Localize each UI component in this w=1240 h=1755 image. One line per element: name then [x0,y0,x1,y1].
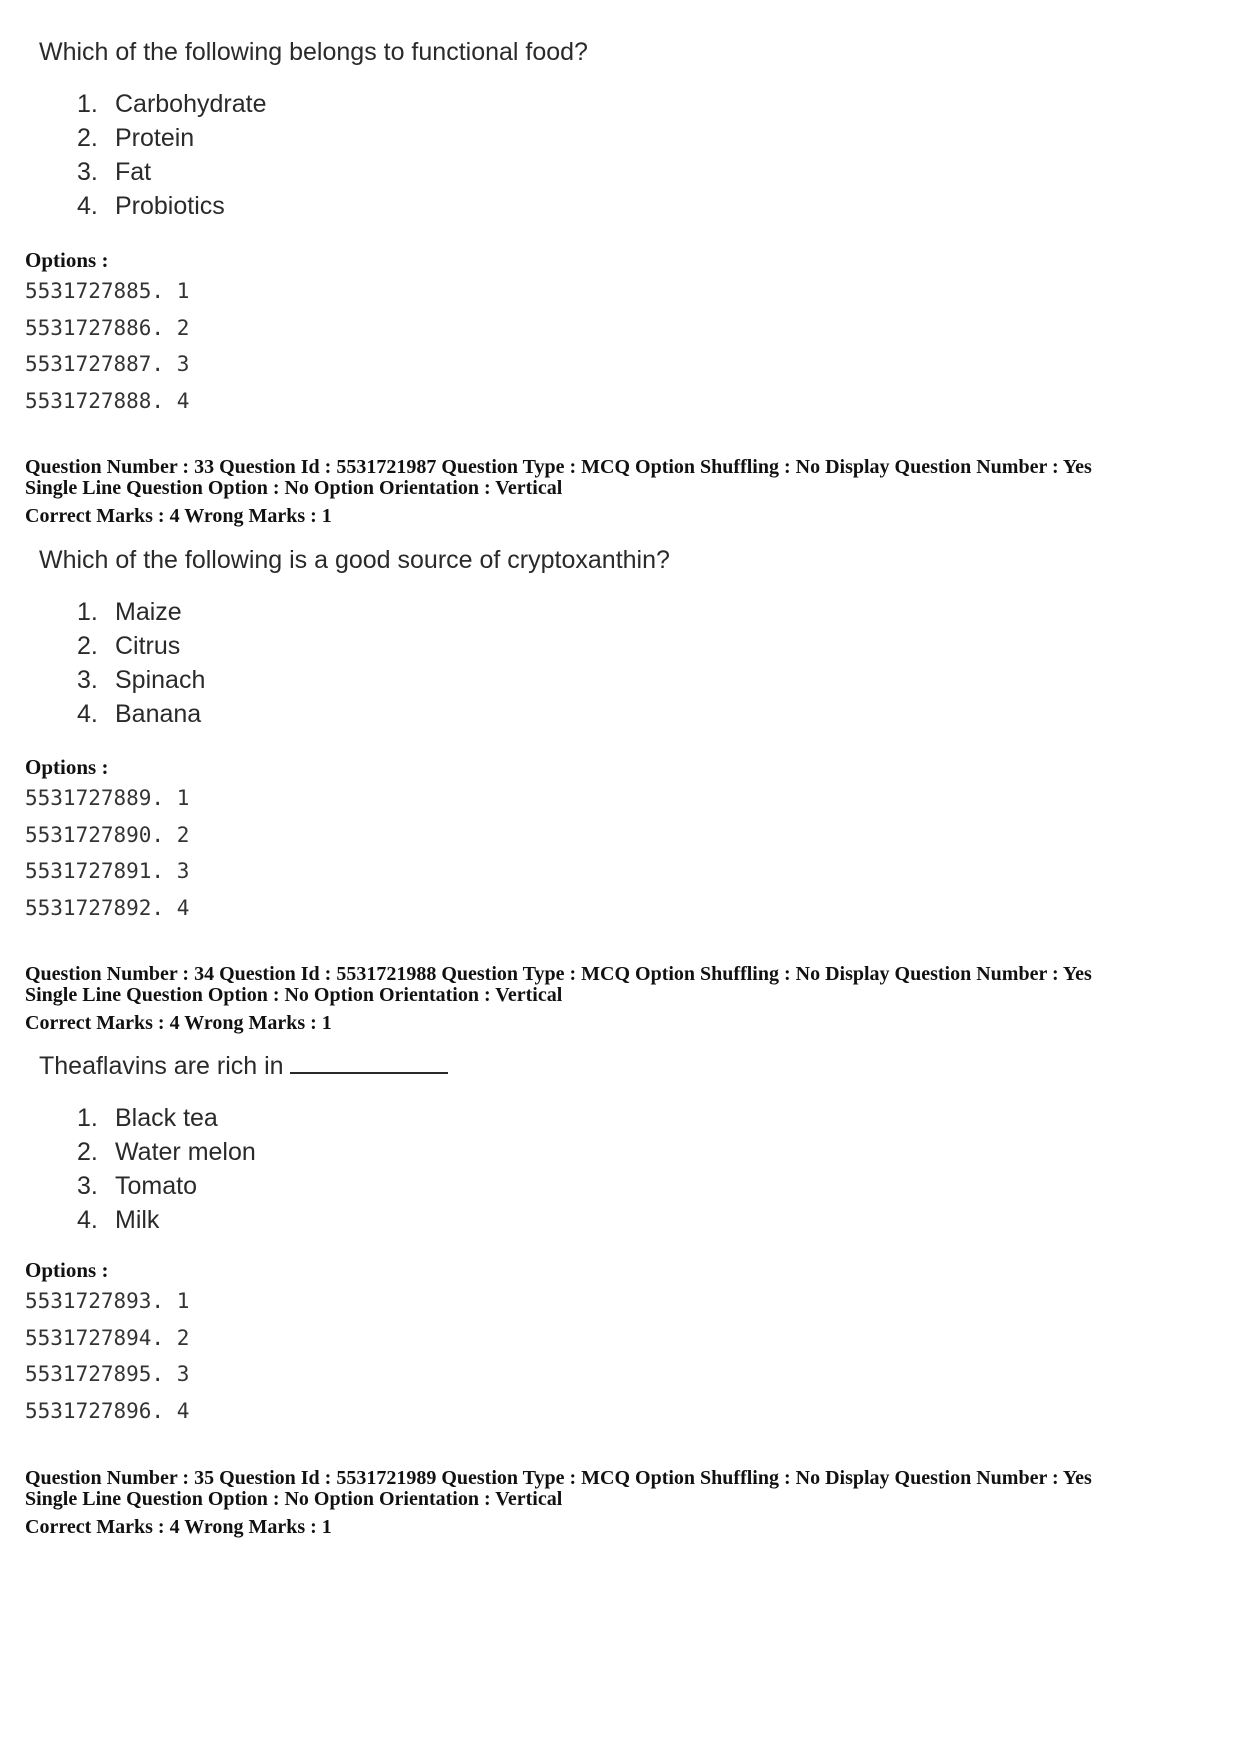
choice-item [77,697,745,731]
choice-text: Water melon [115,1138,256,1166]
marks-line: Correct Marks : 4 Wrong Marks : 1 [25,1012,332,1034]
question-image [25,545,745,731]
choice-item [77,1101,745,1135]
option-row: 5531727890. 2 [25,822,190,847]
choice-number: 3. [77,1172,98,1200]
question-text: Which of the following is a good source of cryptoxanthin? [39,546,670,574]
choice-list [77,1101,745,1237]
option-row: 5531727889. 1 [25,786,190,810]
question-meta [25,1468,1092,1538]
choice-text: Spinach [115,666,206,694]
choice-number: 3. [77,666,98,694]
choice-item [77,663,745,697]
options-label: Options : [25,1258,109,1282]
choice-number: 2. [77,632,98,660]
question-meta-line: Question Number : 33 Question Id : 5531721987 Question Type : MCQ Option Shuffling : No Display Question Number : Yes [25,456,1092,478]
question-text: Theaflavins are rich in [39,1052,284,1080]
choice-item [77,155,745,189]
question-meta [25,457,1092,527]
option-row: 5531727887. 3 [25,352,190,376]
choice-item [77,595,745,629]
choice-item [77,87,745,121]
choice-number: 1. [77,1104,98,1132]
choice-text: Probiotics [115,192,225,220]
question-text-wrapper [39,1050,745,1081]
choice-item [77,1135,745,1169]
choice-number: 1. [77,598,98,626]
choice-text: Black tea [115,1104,218,1132]
options-block [25,247,189,419]
option-row: 5531727896. 4 [25,1398,190,1423]
choice-text: Carbohydrate [115,90,267,118]
choice-list [77,595,745,731]
choice-text: Banana [115,700,202,728]
fill-in-blank-line [290,1050,448,1074]
choice-item [77,121,745,155]
choice-number: 2. [77,1138,98,1166]
option-row: 5531727888. 4 [25,388,190,413]
choice-number: 1. [77,90,98,118]
question-meta-line: Single Line Question Option : No Option Orientation : Vertical [25,984,563,1006]
options-block [25,1257,189,1429]
marks-line: Correct Marks : 4 Wrong Marks : 1 [25,505,332,527]
options-label: Options : [25,248,109,272]
choice-number: 2. [77,124,98,152]
question-meta [25,964,1092,1034]
question-meta-line: Single Line Question Option : No Option Orientation : Vertical [25,1488,563,1510]
choice-number: 4. [77,700,98,728]
marks-line: Correct Marks : 4 Wrong Marks : 1 [25,1516,332,1538]
options-label: Options : [25,755,109,779]
choice-text: Maize [115,598,182,626]
option-row: 5531727893. 1 [25,1289,190,1313]
question-text: Which of the following belongs to functional food? [39,38,588,66]
option-row: 5531727894. 2 [25,1325,190,1350]
choice-text: Tomato [115,1172,197,1200]
question-image [25,1050,745,1237]
choice-item [77,1169,745,1203]
choice-number: 4. [77,1206,98,1234]
option-row: 5531727892. 4 [25,895,190,920]
option-row: 5531727895. 3 [25,1362,190,1386]
option-row: 5531727886. 2 [25,315,190,340]
question-meta-line: Question Number : 35 Question Id : 5531721989 Question Type : MCQ Option Shuffling : No Display Question Number : Yes [25,1467,1092,1489]
choice-text: Protein [115,124,195,152]
choice-number: 4. [77,192,98,220]
choice-number: 3. [77,158,98,186]
choice-text: Fat [115,158,152,186]
question-image [25,37,745,223]
question-meta-line: Single Line Question Option : No Option Orientation : Vertical [25,477,563,499]
option-row: 5531727885. 1 [25,279,190,303]
question-meta-line: Question Number : 34 Question Id : 5531721988 Question Type : MCQ Option Shuffling : No Display Question Number : Yes [25,963,1092,985]
choice-text: Milk [115,1206,160,1234]
choice-item [77,1203,745,1237]
option-row: 5531727891. 3 [25,859,190,883]
choice-item [77,629,745,663]
choice-list [77,87,745,223]
choice-item [77,189,745,223]
options-block [25,754,189,926]
choice-text: Citrus [115,632,181,660]
